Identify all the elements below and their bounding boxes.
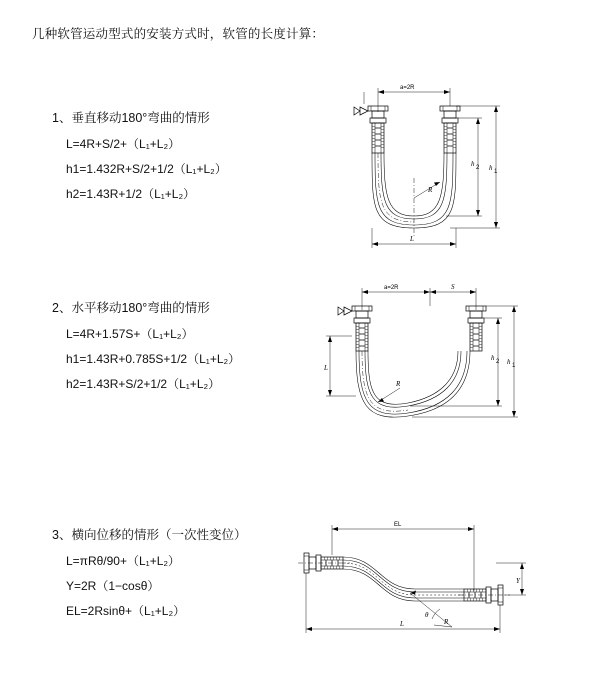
section-3-title: 3、横向位移的情形（一次性变位） xyxy=(52,528,247,542)
section-2-formula-2: h1=1.43R+0.785S+1/2（L₁+L₂） xyxy=(66,352,241,366)
svg-text:θ: θ xyxy=(425,611,429,619)
svg-text:h: h xyxy=(489,164,493,172)
svg-text:h: h xyxy=(491,354,495,362)
svg-text:R: R xyxy=(444,618,449,626)
svg-text:L: L xyxy=(410,235,414,243)
lateral-offset-diagram xyxy=(292,507,542,642)
section-2-title: 2、水平移动180°弯曲的情形 xyxy=(52,301,210,315)
svg-text:R: R xyxy=(428,186,433,194)
horizontal-180-bend-diagram xyxy=(300,276,540,446)
section-1-title: 1、垂直移动180°弯曲的情形 xyxy=(52,111,210,125)
section-1-formula-1: L=4R+S/2+（L₁+L₂） xyxy=(66,137,181,151)
svg-text:a=2R: a=2R xyxy=(400,85,415,91)
svg-text:R: R xyxy=(396,380,401,388)
svg-text:1: 1 xyxy=(494,169,498,175)
svg-text:a=2R: a=2R xyxy=(384,285,399,291)
svg-text:h: h xyxy=(471,160,475,168)
section-1-text xyxy=(52,108,302,210)
section-1-formula-2: h1=1.432R+S/2+1/2（L₁+L₂） xyxy=(66,162,227,176)
svg-text:L: L xyxy=(400,620,404,628)
svg-text:EL: EL xyxy=(394,522,402,528)
section-1-formula-3: h2=1.43R+1/2（L₁+L₂） xyxy=(66,187,196,201)
section-2-text xyxy=(52,298,302,400)
svg-text:1: 1 xyxy=(512,363,516,369)
section-3-formula-3: EL=2Rsinθ+（L₁+L₂） xyxy=(66,604,186,618)
section-3-formula-2: Y=2R（1−cosθ） xyxy=(66,579,160,593)
svg-text:Y: Y xyxy=(516,577,520,585)
svg-text:2: 2 xyxy=(476,165,480,171)
section-3-text xyxy=(52,525,302,627)
vertical-180-bend-diagram xyxy=(300,78,540,263)
section-2-formula-1: L=4R+1.57S+（L₁+L₂） xyxy=(66,327,194,341)
svg-text:S: S xyxy=(451,283,455,291)
section-2-formula-3: h2=1.43R+S/2+1/2（L₁+L₂） xyxy=(66,377,221,391)
section-3-formula-1: L=πRθ/90+（L₁+L₂） xyxy=(66,554,181,568)
intro-text: 几种软管运动型式的安装方式时，软管的长度计算： xyxy=(32,27,325,41)
svg-text:2: 2 xyxy=(496,359,500,365)
svg-text:L: L xyxy=(324,364,328,372)
svg-text:h: h xyxy=(507,358,511,366)
